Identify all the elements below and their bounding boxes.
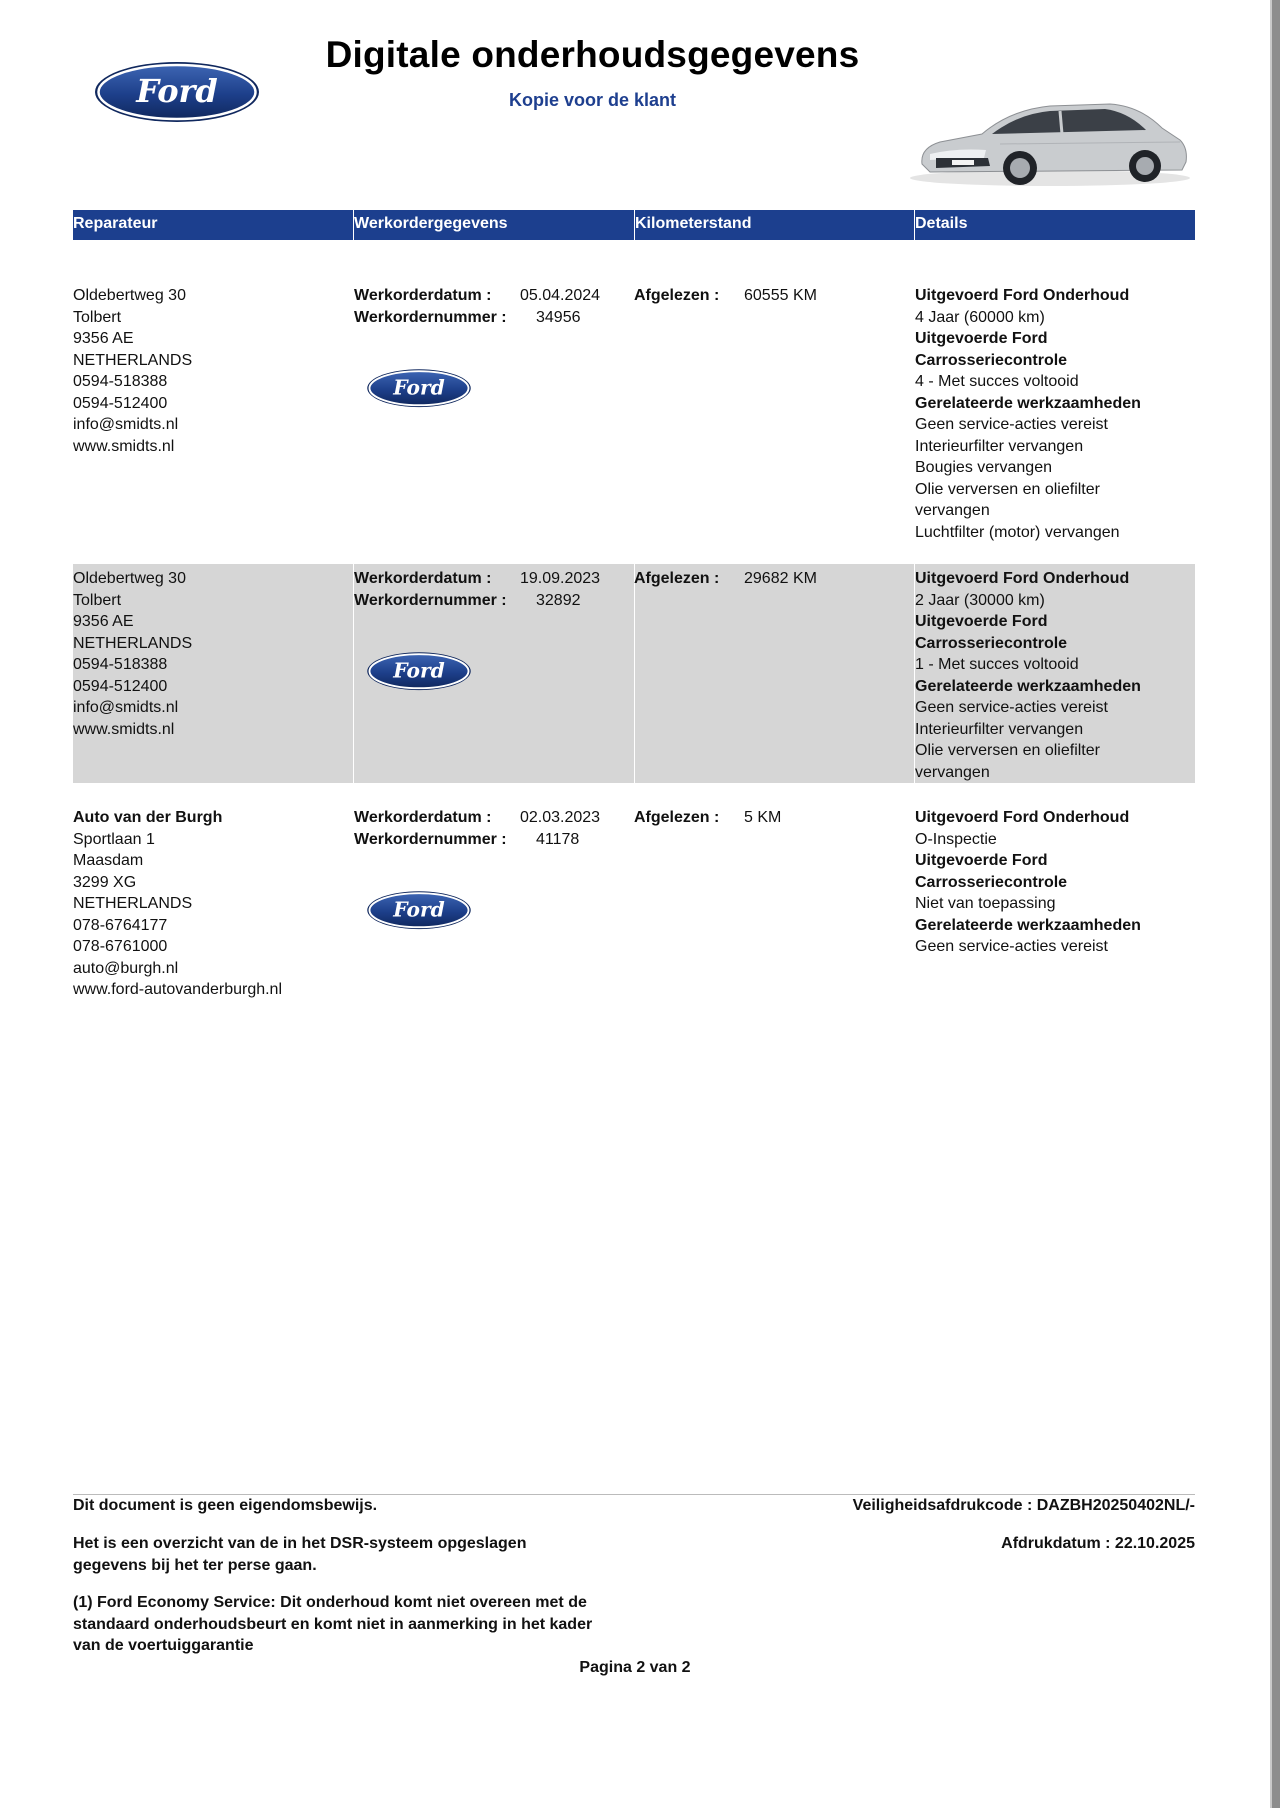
column-header-kilometerstand: Kilometerstand	[635, 215, 752, 232]
workorder-cell	[354, 807, 600, 850]
detail-heading: Uitgevoerd Ford Onderhoud	[915, 570, 1130, 587]
detail-line: vervangen	[915, 502, 990, 519]
column-header-reparateur: Reparateur	[73, 215, 158, 232]
car-image	[900, 92, 1195, 192]
repairer-email: auto@burgh.nl	[73, 959, 179, 977]
footer-overview-line: gegevens bij het ter perse gaan.	[73, 1556, 317, 1574]
footer-disclaimer: Dit document is geen eigendomsbewijs.	[73, 1497, 378, 1514]
details-cell	[915, 285, 1141, 543]
detail-heading: Carrosseriecontrole	[915, 634, 1068, 652]
detail-heading: Carrosseriecontrole	[915, 873, 1068, 891]
repairer-phone: 078-6764177	[73, 916, 168, 934]
repairer-cell	[73, 285, 192, 457]
repairer-name: Auto van der Burgh	[73, 809, 223, 826]
detail-line: Niet van toepassing	[915, 895, 1056, 912]
detail-line: Geen service-acties vereist	[915, 699, 1108, 716]
detail-line: 4 - Met succes voltooid	[915, 373, 1079, 390]
detail-heading: Uitgevoerde Ford	[915, 852, 1048, 869]
detail-line: Geen service-acties vereist	[915, 416, 1108, 433]
ford-logo-text: Ford	[393, 897, 445, 922]
detail-line: Bougies vervangen	[915, 459, 1052, 476]
document-subtitle: Kopie voor de klant	[508, 90, 677, 110]
mileage-value: 60555 KM	[744, 287, 817, 304]
detail-line: 1 - Met succes voltooid	[915, 656, 1079, 673]
ford-logo	[93, 60, 261, 124]
workorder-date-label: Werkorderdatum :	[354, 809, 492, 826]
repairer-postcode: 9356 AE	[73, 330, 134, 347]
column-divider	[634, 564, 635, 783]
table-row	[73, 564, 1195, 783]
workorder-date-label: Werkorderdatum :	[354, 287, 492, 304]
column-header-details: Details	[915, 215, 968, 232]
repairer-postcode: 9356 AE	[73, 613, 134, 630]
repairer-country: NETHERLANDS	[73, 895, 193, 912]
repairer-city: Maasdam	[73, 852, 144, 869]
page-edge	[1272, 0, 1280, 1808]
mileage-label: Afgelezen :	[634, 287, 720, 304]
repairer-phone: 0594-518388	[73, 656, 168, 673]
workorder-number: 41178	[536, 830, 580, 848]
workorder-cell	[354, 285, 600, 328]
details-cell	[915, 807, 1141, 958]
mileage-cell	[634, 568, 817, 590]
repairer-email: info@smidts.nl	[73, 699, 179, 716]
workorder-date: 02.03.2023	[520, 809, 601, 826]
repairer-phone-2: 078-6761000	[73, 938, 168, 955]
detail-heading: Uitgevoerd Ford Onderhoud	[915, 287, 1130, 304]
details-cell	[915, 568, 1141, 783]
detail-line: Interieurfilter vervangen	[915, 720, 1084, 738]
workorder-date-label: Werkorderdatum :	[354, 570, 492, 587]
detail-heading: Uitgevoerd Ford Onderhoud	[915, 809, 1130, 826]
table-header	[73, 210, 1195, 240]
footer-overview-line: Het is een overzicht van de in het DSR-systeem opgeslagen	[73, 1535, 527, 1552]
repairer-address: Oldebertweg 30	[73, 287, 186, 304]
table-row	[73, 807, 1195, 1007]
repairer-website: www.ford-autovanderburgh.nl	[73, 981, 283, 998]
mileage-label: Afgelezen :	[634, 570, 720, 587]
detail-line: 4 Jaar (60000 km)	[915, 308, 1045, 326]
mileage-label: Afgelezen :	[634, 809, 720, 826]
repairer-cell	[73, 807, 282, 1001]
document-title: Digitale onderhoudsgegevens	[325, 34, 860, 75]
detail-line: 2 Jaar (30000 km)	[915, 591, 1045, 609]
repairer-country: NETHERLANDS	[73, 634, 193, 652]
repairer-phone: 0594-518388	[73, 373, 168, 390]
workorder-number: 34956	[536, 308, 581, 326]
repairer-city: Tolbert	[73, 308, 122, 326]
footer-economy-line: standaard onderhoudsbeurt en komt niet in aanmerking in het kader	[73, 1615, 593, 1633]
mileage-cell	[634, 807, 781, 829]
footer-economy-line: (1) Ford Economy Service: Dit onderhoud komt niet overeen met de	[73, 1594, 587, 1611]
security-code: Veiligheidsafdrukcode : DAZBH20250402NL/-	[852, 1497, 1195, 1514]
ford-logo	[366, 890, 472, 930]
repairer-phone-2: 0594-512400	[73, 394, 168, 412]
footer-overview-note	[73, 1533, 526, 1576]
repairer-email: info@smidts.nl	[73, 416, 179, 433]
mileage-value: 29682 KM	[744, 570, 817, 587]
repairer-phone-2: 0594-512400	[73, 677, 168, 695]
table-row	[73, 285, 1195, 547]
mileage-value: 5 KM	[744, 809, 782, 826]
footer-economy-line: van de voertuiggarantie	[73, 1637, 254, 1654]
workorder-number-label: Werkordernummer :	[354, 308, 507, 326]
detail-line: Interieurfilter vervangen	[915, 437, 1084, 455]
ford-logo-text: Ford	[393, 375, 445, 400]
workorder-number: 32892	[536, 591, 581, 609]
repairer-postcode: 3299 XG	[73, 873, 137, 891]
workorder-number-label: Werkordernummer :	[354, 591, 507, 609]
detail-line: Olie verversen en oliefilter	[915, 742, 1100, 759]
detail-heading: Gerelateerde werkzaamheden	[915, 677, 1141, 695]
repairer-city: Tolbert	[73, 591, 122, 609]
repairer-country: NETHERLANDS	[73, 351, 193, 369]
repairer-address: Oldebertweg 30	[73, 570, 186, 587]
repairer-website: www.smidts.nl	[73, 720, 175, 738]
detail-heading: Gerelateerde werkzaamheden	[915, 916, 1141, 934]
detail-line: O-Inspectie	[915, 830, 997, 848]
detail-line: Geen service-acties vereist	[915, 938, 1108, 955]
ford-logo	[366, 368, 472, 408]
detail-heading: Carrosseriecontrole	[915, 351, 1068, 369]
workorder-number-label: Werkordernummer :	[354, 830, 507, 848]
repairer-address: Sportlaan 1	[73, 830, 155, 848]
ford-logo-text: Ford	[136, 72, 218, 110]
detail-line: Luchtfilter (motor) vervangen	[915, 523, 1120, 541]
footer-economy-note	[73, 1592, 592, 1657]
column-header-werkordergegevens: Werkordergegevens	[354, 215, 508, 232]
mileage-cell	[634, 285, 817, 307]
detail-heading: Gerelateerde werkzaamheden	[915, 394, 1141, 412]
detail-heading: Uitgevoerde Ford	[915, 613, 1048, 630]
workorder-date: 19.09.2023	[520, 570, 601, 587]
repairer-website: www.smidts.nl	[73, 437, 175, 455]
print-date: Afdrukdatum : 22.10.2025	[1001, 1535, 1195, 1552]
repairer-cell	[73, 568, 192, 740]
ford-logo-text: Ford	[393, 658, 445, 683]
detail-line: vervangen	[915, 763, 990, 781]
ford-logo	[366, 651, 472, 691]
workorder-cell	[354, 568, 600, 611]
page-number: Pagina 2 van 2	[579, 1659, 691, 1676]
detail-heading: Uitgevoerde Ford	[915, 330, 1048, 347]
workorder-date: 05.04.2024	[520, 287, 601, 304]
detail-line: Olie verversen en oliefilter	[915, 480, 1100, 498]
